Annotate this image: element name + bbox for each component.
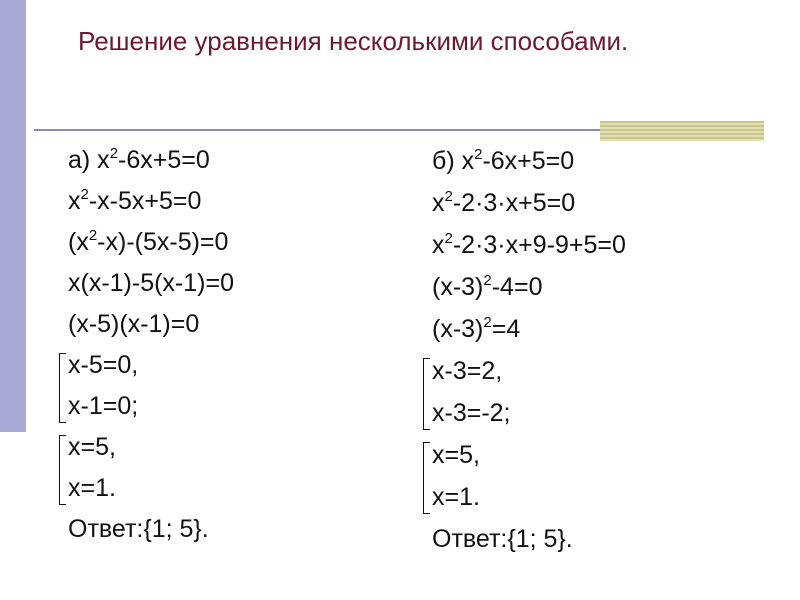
slide-title: Решение уравнения несколькими способами. [78, 26, 629, 56]
accent-bar [600, 121, 764, 141]
method-a-line-1: а) $х^2-6х+5=0$ [68, 145, 210, 174]
method-a-answer: Ответ:{1; 5}. [68, 515, 209, 543]
system-bracket [423, 358, 430, 430]
method-a-system-1: х-5=0, х-1=0; [68, 345, 234, 427]
method-b-line-4: $(х-3)^2-4=0$ [432, 272, 543, 301]
system-bracket [423, 442, 430, 514]
method-b-answer: Ответ:{1; 5}. [432, 525, 573, 553]
method-a-line-4: х(х-1)-5(х-1)=0 [68, 269, 234, 297]
method-a-line-3: $(х^2-х)-(5х-5)=0$ [68, 227, 229, 256]
method-b-column [432, 140, 626, 560]
method-a-system-2: х=5, х=1. [68, 427, 234, 509]
method-b-line-5: $(х-3)^2=4$ [432, 314, 521, 343]
left-decor-band [0, 0, 26, 432]
method-b-line-2: $х^2-2\cdot 3\cdot х+5=0$ [432, 188, 576, 217]
method-a-column [68, 140, 234, 550]
method-a-line-2: $х^2-х-5х+5=0$ [68, 186, 202, 215]
method-b-line-1: б) $х^2-6х+5=0$ [432, 146, 575, 175]
system-bracket [59, 353, 66, 423]
method-b-line-3: $х^2-2\cdot 3\cdot х+9-9+5=0$ [432, 230, 626, 259]
system-bracket [59, 435, 66, 505]
method-b-system-1: х-3=2, х-3=-2; [432, 350, 626, 434]
method-a-line-5: (х-5)(х-1)=0 [68, 310, 200, 338]
method-b-system-2: х=5, х=1. [432, 434, 626, 518]
